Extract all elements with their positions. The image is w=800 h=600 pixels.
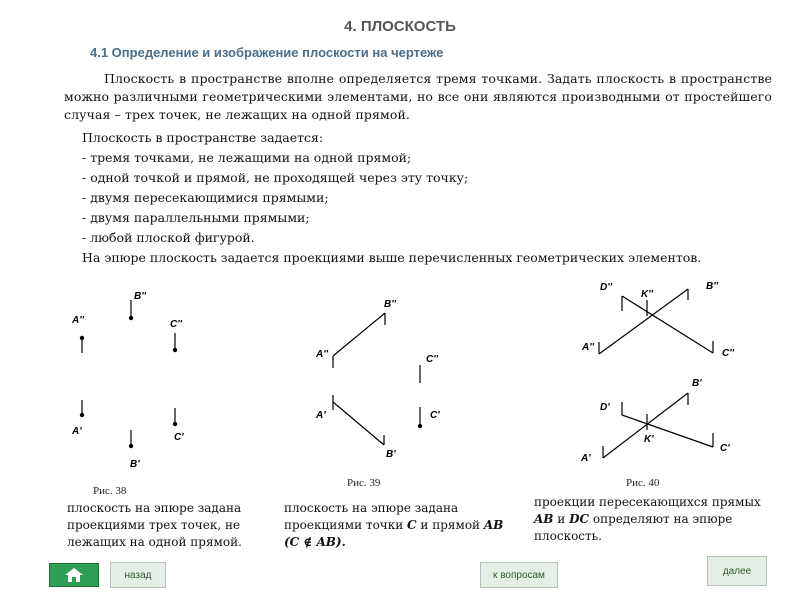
figure-39 [333,313,422,445]
figure-40 [599,289,713,458]
home-button[interactable] [49,563,99,587]
label-k1: K' [644,434,654,445]
list-footer: На эпюре плоскость задается проекциями выше перечисленных геометрических элементов. [82,250,702,265]
fig40-description: проекции пересекающихся прямых AB и DC определяют на эпюре плоскость. [534,495,761,543]
questions-button[interactable]: к вопросам [480,562,558,588]
label-a2: A'' [72,315,84,326]
figure-38 [80,300,176,448]
label-a2: A'' [582,342,594,353]
label-b1: B' [692,378,702,389]
fig38-description: плоскость на эпюре задана проекциями трех точек, не лежащих на одной прямой. [67,501,242,549]
label-c1: C' [174,432,184,443]
section-subtitle: 4.1 Определение и изображение плоскости на чертеже [90,45,444,60]
d1c1-line [622,415,713,447]
label-a1: A' [72,426,82,437]
label-c2: C'' [426,354,438,365]
label-d1: D' [600,402,610,413]
list-item: - одной точкой и прямой, не проходящей через эту точку; [82,170,469,185]
a1b1-line [333,402,384,445]
home-icon [63,567,85,583]
label-c1: C' [430,410,440,421]
label-k2: K'' [641,289,653,300]
caption-fig38: Рис. 38 [93,485,127,497]
label-b1: B' [130,459,140,470]
caption-fig40: Рис. 40 [626,477,660,489]
label-a1: A' [316,410,326,421]
label-a2: A'' [316,349,328,360]
label-a1: A' [581,453,591,464]
list-item: - двумя параллельными прямыми; [82,210,310,225]
list-lead: Плоскость в пространстве задается: [82,130,324,145]
caption-fig39: Рис. 39 [347,477,381,489]
list-item: - любой плоской фигурой. [82,230,255,245]
label-b2: B'' [134,291,146,302]
label-c2: C'' [170,319,182,330]
intro-paragraph: Плоскость в пространстве вполне определяется тремя точками. Задать плоскость в пространстве можно различными геометрическими элементами, но все они являются производными от простейшего случая – трех точек, не лежащих на одной прямой. [64,71,772,122]
label-c2: C'' [722,348,734,359]
back-button[interactable]: назад [110,562,166,588]
page-title: 4. ПЛОСКОСТЬ [344,18,456,35]
label-b1: B' [386,449,396,460]
fig39-description: плоскость на эпюре задана проекциями точки C и прямой AB (C ∉ AB). [284,501,504,549]
label-d2: D'' [600,282,612,293]
label-c1: C' [720,443,730,454]
label-b2: B'' [706,281,718,292]
a2b2-line [333,313,385,356]
list-item: - тремя точками, не лежащими на одной прямой; [82,150,412,165]
next-button[interactable]: далее [707,556,767,586]
a1b1-line [603,393,688,458]
list-item: - двумя пересекающимися прямыми; [82,190,329,205]
label-b2: B'' [384,299,396,310]
